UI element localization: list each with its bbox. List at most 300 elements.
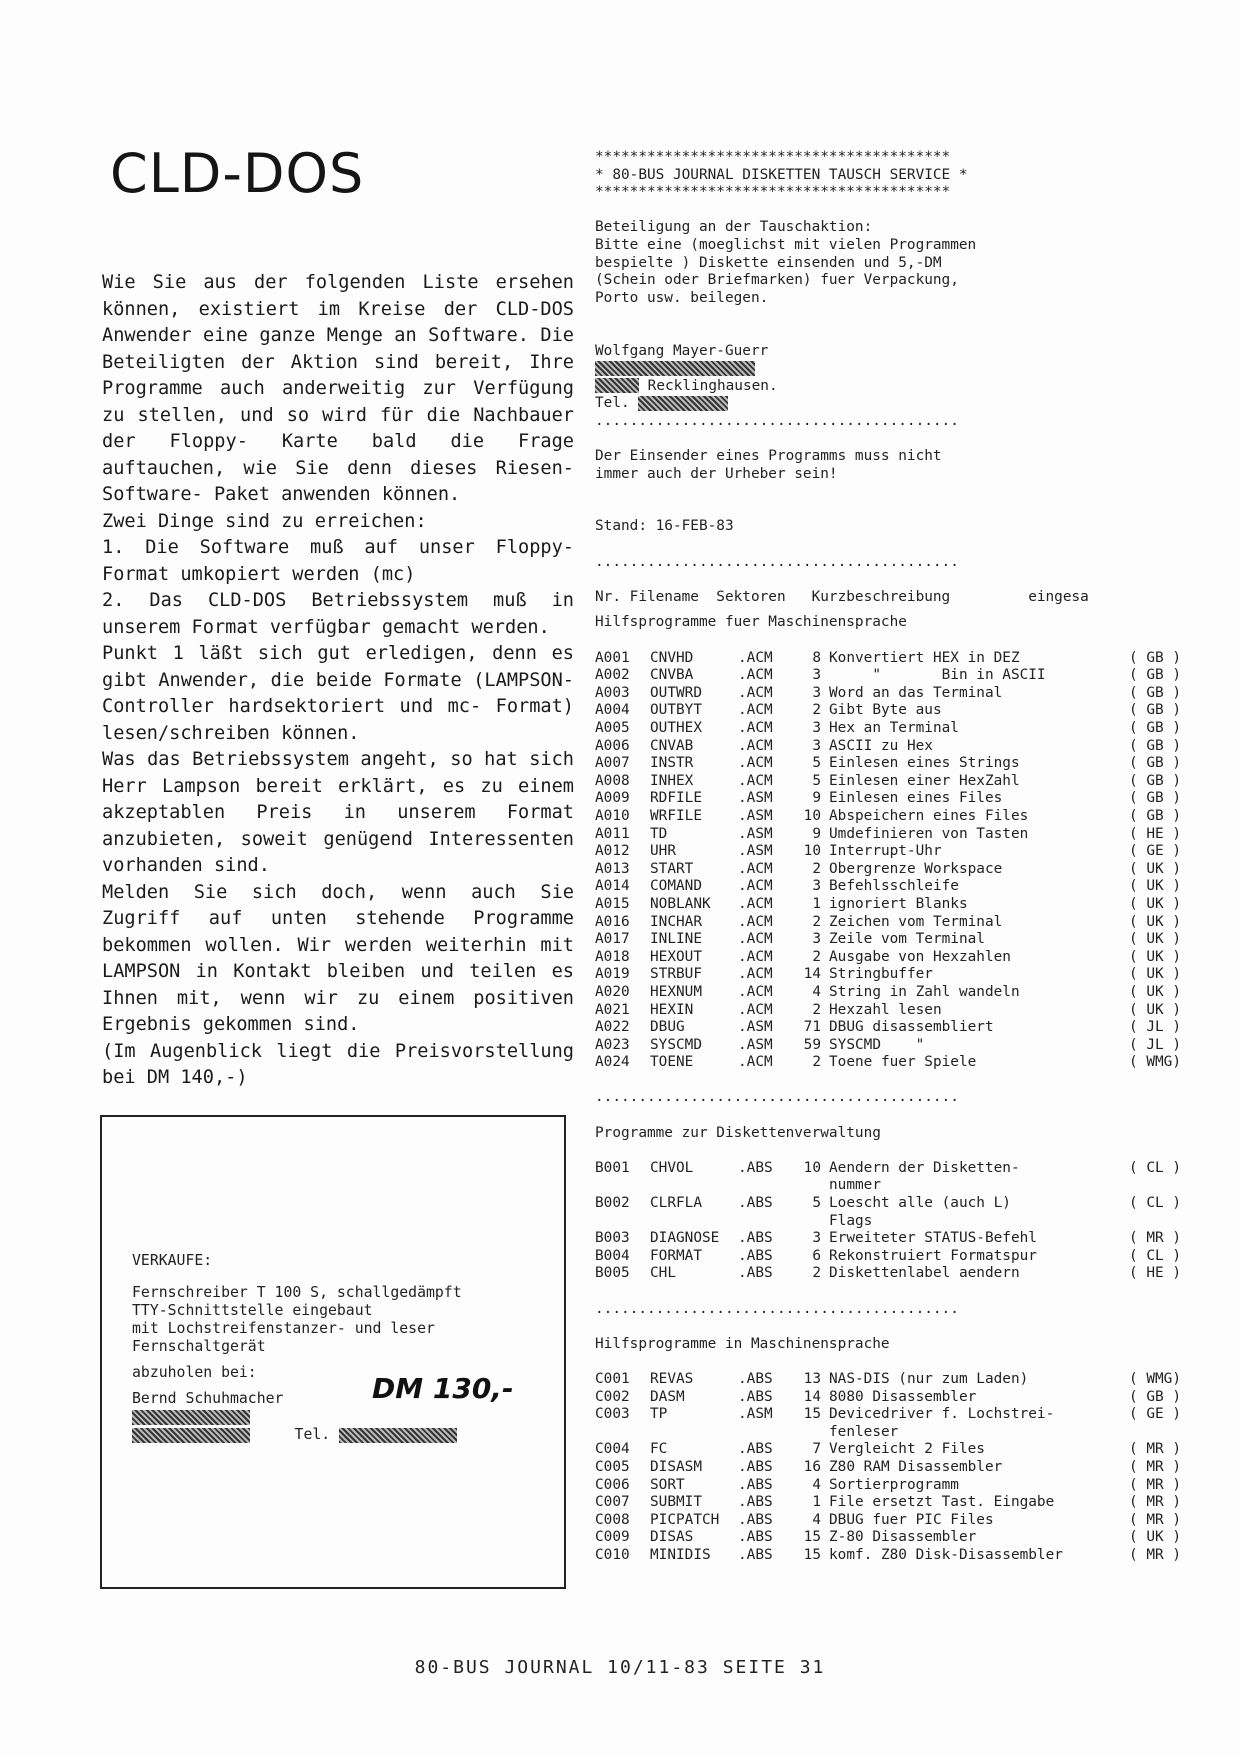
program-id: A016: [595, 913, 630, 930]
table-row: [595, 896, 1199, 914]
contact-name: Wolfgang Mayer-Guerr: [595, 342, 769, 359]
program-id: A005: [595, 720, 630, 736]
program-filename: TD: [650, 825, 668, 842]
table-row: [595, 826, 1199, 844]
table-row: [595, 808, 1199, 826]
program-contributor: ( GE ): [1129, 1406, 1181, 1423]
service-intro-line: Porto usw. beilegen.: [595, 289, 769, 306]
table-row: [595, 1441, 1199, 1459]
program-extension: .ABS: [738, 1195, 773, 1212]
program-description: Devicedriver f. Lochstrei- fenleser: [829, 1406, 1055, 1440]
program-id: A013: [595, 860, 630, 877]
table-row: [595, 1512, 1199, 1530]
program-id: C004: [595, 1441, 630, 1458]
program-id: A018: [595, 948, 630, 965]
program-extension: .ABS: [738, 1247, 773, 1264]
program-id: B001: [595, 1159, 630, 1176]
program-sectors: 4: [812, 1511, 821, 1528]
program-sectors: 2: [812, 913, 821, 930]
disk-exchange-column: [595, 149, 1205, 1565]
program-sectors: 3: [812, 720, 821, 736]
program-extension: .ASM: [738, 790, 773, 807]
program-contributor: ( MR ): [1129, 1230, 1181, 1247]
program-extension: .ACM: [738, 860, 773, 877]
table-row: [595, 1037, 1199, 1055]
program-description: Zeile vom Terminal: [829, 931, 985, 948]
program-description: Erweiteter STATUS-Befehl: [829, 1230, 1037, 1247]
ad-line: Fernschaltgerät: [132, 1338, 266, 1355]
program-description: Interrupt-Uhr: [829, 843, 942, 860]
program-contributor: ( CL ): [1129, 1195, 1181, 1212]
program-sectors: 13: [803, 1370, 821, 1387]
program-filename: OUTBYT: [650, 702, 702, 719]
program-id: C001: [595, 1370, 630, 1387]
ad-pickup: abzuholen bei:: [132, 1364, 257, 1381]
service-intro-line: (Schein oder Briefmarken) fuer Verpackung,: [595, 272, 959, 289]
program-id: A019: [595, 966, 630, 983]
intro-paragraph: Melden Sie sich doch, wenn auch Sie Zugriff auf unten stehende Programme bekommen wollen. Wir werden weiterhin mit LAMPSON in Kontakt bleiben und teilen es Ihnen mit, wenn wir zu einem positiven Ergebnis gekommen sind.: [102, 881, 574, 1035]
program-contributor: ( GB ): [1129, 807, 1181, 824]
contact-city-line: [595, 378, 1205, 396]
program-id: C002: [595, 1388, 630, 1405]
table-row: [595, 1371, 1199, 1389]
dotted-separator: ..........................................: [595, 1300, 959, 1317]
program-extension: .ACM: [738, 737, 773, 754]
program-filename: CLRFLA: [650, 1195, 702, 1212]
classified-ad-box: [100, 1115, 566, 1589]
program-description: Rekonstruiert Formatspur: [829, 1247, 1037, 1264]
program-contributor: ( WMG): [1129, 1054, 1181, 1071]
program-filename: CNVAB: [650, 737, 694, 754]
page-title: CLD-DOS: [110, 142, 365, 205]
program-sectors: 2: [812, 1001, 821, 1018]
ad-heading: VERKAUFE:: [132, 1252, 213, 1269]
service-intro-line: Beteiligung an der Tauschaktion:: [595, 219, 873, 236]
intro-text: [102, 270, 574, 1092]
table-row: [595, 773, 1199, 791]
program-sectors: 71: [803, 1019, 821, 1036]
table-row: [595, 931, 1199, 949]
program-extension: .ABS: [738, 1546, 773, 1563]
contact-city: Recklinghausen.: [647, 377, 778, 394]
program-sectors: 1: [812, 895, 821, 912]
table-row: [595, 914, 1199, 932]
program-id: A008: [595, 772, 630, 789]
service-intro-line: bespielte ) Diskette einsenden und 5,-DM: [595, 254, 942, 271]
program-filename: CNVHD: [650, 649, 694, 666]
program-filename: CHL: [650, 1265, 676, 1282]
program-filename: INLINE: [650, 931, 702, 948]
program-contributor: ( UK ): [1129, 1529, 1181, 1546]
program-extension: .ACM: [738, 720, 773, 736]
table-row: [595, 843, 1199, 861]
table-row: [595, 861, 1199, 879]
redaction-bar: [638, 396, 728, 411]
program-description: Einlesen eines Strings: [829, 755, 1020, 772]
program-contributor: ( UK ): [1129, 913, 1181, 930]
program-description: Hex an Terminal: [829, 720, 959, 736]
program-extension: .ABS: [738, 1511, 773, 1528]
program-description: komf. Z80 Disk-Disassembler: [829, 1546, 1063, 1563]
program-id: A003: [595, 684, 630, 701]
program-description: Hexzahl lesen: [829, 1001, 942, 1018]
program-id: A021: [595, 1001, 630, 1018]
note-line: immer auch der Urheber sein!: [595, 465, 838, 482]
program-extension: .ACM: [738, 966, 773, 983]
program-extension: .ASM: [738, 807, 773, 824]
contact-tel-label: Tel.: [595, 395, 630, 412]
program-contributor: ( CL ): [1129, 1159, 1181, 1176]
table-row: [595, 1494, 1199, 1512]
program-contributor: ( JL ): [1129, 1019, 1181, 1036]
program-id: C005: [595, 1458, 630, 1475]
program-filename: FORMAT: [650, 1247, 702, 1264]
program-contributor: ( GB ): [1129, 720, 1181, 736]
program-description: Vergleicht 2 Files: [829, 1441, 985, 1458]
program-description: Z80 RAM Disassembler: [829, 1458, 1003, 1475]
page-footer: 80-BUS JOURNAL 10/11-83 SEITE 31: [414, 1657, 826, 1678]
program-sectors: 16: [803, 1458, 821, 1475]
program-filename: TP: [650, 1406, 668, 1423]
table-row: [595, 1002, 1199, 1020]
program-sectors: 5: [812, 755, 821, 772]
program-id: C009: [595, 1529, 630, 1546]
program-sectors: 3: [812, 1230, 821, 1247]
program-filename: INCHAR: [650, 913, 702, 930]
program-contributor: ( MR ): [1129, 1476, 1181, 1493]
table-row: [595, 1459, 1199, 1477]
program-contributor: ( UK ): [1129, 860, 1181, 877]
table-row: [595, 702, 1199, 720]
program-sectors: 3: [812, 684, 821, 701]
program-id: B004: [595, 1247, 630, 1264]
table-row: [595, 685, 1199, 703]
section-title: Programme zur Diskettenverwaltung: [595, 1124, 881, 1141]
program-id: A024: [595, 1054, 630, 1071]
program-filename: OUTWRD: [650, 684, 702, 701]
program-description: Ausgabe von Hexzahlen: [829, 948, 1011, 965]
ad-price: DM 130,-: [372, 1372, 514, 1405]
program-filename: DBUG: [650, 1019, 685, 1036]
table-row: [595, 1054, 1199, 1072]
contact-tel-line: [595, 395, 1205, 413]
program-filename: SYSCMD: [650, 1036, 702, 1053]
program-extension: .ACM: [738, 684, 773, 701]
program-contributor: ( GB ): [1129, 772, 1181, 789]
program-contributor: ( HE ): [1129, 825, 1181, 842]
program-filename: START: [650, 860, 694, 877]
program-extension: .ABS: [738, 1388, 773, 1405]
program-filename: CHVOL: [650, 1159, 694, 1176]
service-header: * 80-BUS JOURNAL DISKETTEN TAUSCH SERVICE *: [595, 166, 968, 183]
intro-paragraph: 2. Das CLD-DOS Betriebssystem muß in unserem Format verfügbar gemacht werden.: [102, 590, 574, 638]
program-sectors: 3: [812, 878, 821, 895]
program-filename: INHEX: [650, 772, 694, 789]
ad-line: TTY-Schnittstelle eingebaut: [132, 1302, 373, 1319]
program-id: B005: [595, 1265, 630, 1282]
note-line: Der Einsender eines Programms muss nicht: [595, 448, 942, 465]
program-description: Diskettenlabel aendern: [829, 1265, 1020, 1282]
program-extension: .ACM: [738, 1054, 773, 1071]
program-description: Toene fuer Spiele: [829, 1054, 977, 1071]
program-filename: COMAND: [650, 878, 702, 895]
program-extension: .ABS: [738, 1230, 773, 1247]
program-extension: .ACM: [738, 755, 773, 772]
program-extension: .ASM: [738, 1036, 773, 1053]
program-id: A010: [595, 807, 630, 824]
program-description: Abspeichern eines Files: [829, 807, 1029, 824]
table-row: [595, 966, 1199, 984]
program-filename: TOENE: [650, 1054, 694, 1071]
program-contributor: ( MR ): [1129, 1546, 1181, 1563]
program-contributor: ( UK ): [1129, 983, 1181, 1000]
ad-tel-label: Tel.: [294, 1426, 331, 1443]
program-sectors: 6: [812, 1247, 821, 1264]
program-extension: .ACM: [738, 667, 773, 684]
program-filename: SUBMIT: [650, 1494, 702, 1511]
program-id: A004: [595, 702, 630, 719]
program-sectors: 15: [803, 1406, 821, 1423]
program-description: Einlesen eines Files: [829, 790, 1003, 807]
program-description: Stringbuffer: [829, 966, 933, 983]
program-id: A007: [595, 755, 630, 772]
program-contributor: ( WMG): [1129, 1370, 1181, 1387]
table-row: [595, 650, 1199, 668]
program-id: C010: [595, 1546, 630, 1563]
program-sectors: 4: [812, 983, 821, 1000]
program-sectors: 4: [812, 1476, 821, 1493]
program-sectors: 14: [803, 966, 821, 983]
program-extension: .ASM: [738, 843, 773, 860]
program-description: 8080 Disassembler: [829, 1388, 977, 1405]
intro-paragraph: Punkt 1 läßt sich gut erledigen, denn es gibt Anwender, die beide Formate (LAMPSON-Controller hardsektoriert und mc- Format) lesen/schreiben können.: [102, 643, 574, 744]
program-id: A023: [595, 1036, 630, 1053]
program-table: [595, 650, 1199, 1072]
program-id: B003: [595, 1230, 630, 1247]
program-filename: DIAGNOSE: [650, 1230, 720, 1247]
table-row: [595, 755, 1199, 773]
table-row: [595, 1389, 1199, 1407]
program-extension: .ASM: [738, 1019, 773, 1036]
program-extension: .ABS: [738, 1494, 773, 1511]
program-contributor: ( GE ): [1129, 843, 1181, 860]
program-extension: .ACM: [738, 772, 773, 789]
program-filename: HEXNUM: [650, 983, 702, 1000]
program-description: Loescht alle (auch L) Flags: [829, 1195, 1011, 1229]
program-filename: DISAS: [650, 1529, 694, 1546]
stars-line: *****************************************: [595, 184, 951, 201]
program-contributor: ( UK ): [1129, 931, 1181, 948]
ad-redacted-address: [132, 1408, 552, 1426]
table-row: [595, 667, 1199, 685]
program-description: NAS-DIS (nur zum Laden): [829, 1370, 1029, 1387]
program-sectors: 10: [803, 843, 821, 860]
program-contributor: ( UK ): [1129, 1001, 1181, 1018]
dotted-separator: ..........................................: [595, 412, 959, 429]
program-description: DBUG fuer PIC Files: [829, 1511, 994, 1528]
table-row: [595, 1248, 1199, 1266]
program-sectors: 2: [812, 1054, 821, 1071]
program-filename: UHR: [650, 843, 676, 860]
program-contributor: ( GB ): [1129, 790, 1181, 807]
program-sectors: 9: [812, 825, 821, 842]
program-id: A001: [595, 649, 630, 666]
dotted-separator: ..........................................: [595, 553, 959, 570]
program-extension: .ABS: [738, 1265, 773, 1282]
program-filename: RDFILE: [650, 790, 702, 807]
program-description: Word an das Terminal: [829, 684, 1003, 701]
program-extension: .ASM: [738, 825, 773, 842]
program-sectors: 15: [803, 1529, 821, 1546]
program-sectors: 5: [812, 1195, 821, 1212]
program-contributor: ( UK ): [1129, 895, 1181, 912]
program-filename: NOBLANK: [650, 895, 711, 912]
program-contributor: ( GB ): [1129, 755, 1181, 772]
ad-line: mit Lochstreifenstanzer- und leser: [132, 1320, 435, 1337]
program-id: A014: [595, 878, 630, 895]
program-extension: .ACM: [738, 649, 773, 666]
program-filename: HEXIN: [650, 1001, 694, 1018]
section-title: Hilfsprogramme in Maschinensprache: [595, 1335, 890, 1352]
program-description: File ersetzt Tast. Eingabe: [829, 1494, 1055, 1511]
table-row: [595, 1230, 1199, 1248]
program-contributor: ( CL ): [1129, 1247, 1181, 1264]
program-sectors: 1: [812, 1494, 821, 1511]
program-filename: PICPATCH: [650, 1511, 720, 1528]
program-description: String in Zahl wandeln: [829, 983, 1020, 1000]
intro-paragraph: 1. Die Software muß auf unser Floppy- Format umkopiert werden (mc): [102, 537, 574, 585]
program-sectors: 7: [812, 1441, 821, 1458]
table-row: [595, 1547, 1199, 1565]
program-filename: OUTHEX: [650, 720, 702, 736]
table-row: [595, 878, 1199, 896]
program-extension: .ABS: [738, 1458, 773, 1475]
ad-name: Bernd Schuhmacher: [132, 1390, 284, 1407]
program-contributor: ( MR ): [1129, 1441, 1181, 1458]
stars-line: *****************************************: [595, 149, 951, 165]
program-table: [595, 1371, 1199, 1565]
program-sectors: 2: [812, 702, 821, 719]
intro-paragraph: (Im Augenblick liegt die Preisvorstellung bei DM 140,-): [102, 1040, 574, 1088]
program-sectors: 5: [812, 772, 821, 789]
program-filename: DASM: [650, 1388, 685, 1405]
program-description: SYSCMD ": [829, 1036, 925, 1053]
table-row: [595, 1265, 1199, 1283]
program-sectors: 59: [803, 1036, 821, 1053]
program-filename: SORT: [650, 1476, 685, 1493]
table-row: [595, 949, 1199, 967]
classified-ad: [132, 1252, 552, 1444]
table-row: [595, 1160, 1199, 1195]
program-filename: CNVBA: [650, 667, 694, 684]
program-contributor: ( GB ): [1129, 684, 1181, 701]
program-contributor: ( JL ): [1129, 1036, 1181, 1053]
program-extension: .ABS: [738, 1529, 773, 1546]
program-description: Z-80 Disassembler: [829, 1529, 977, 1546]
program-extension: .ABS: [738, 1159, 773, 1176]
program-description: DBUG disassembliert: [829, 1019, 994, 1036]
program-description: Zeichen vom Terminal: [829, 913, 1003, 930]
program-extension: .ACM: [738, 983, 773, 1000]
intro-paragraph: Was das Betriebssystem angeht, so hat sich Herr Lampson bereit erklärt, es zu einem akzeptablen Preis in unserem Format anzubieten, soweit genügend Interessenten vorhanden sind.: [102, 749, 574, 876]
program-extension: .ACM: [738, 913, 773, 930]
table-row: [595, 720, 1199, 738]
program-sectors: 3: [812, 667, 821, 684]
dotted-separator: ..........................................: [595, 1089, 959, 1106]
program-sectors: 14: [803, 1388, 821, 1405]
program-extension: .ABS: [738, 1441, 773, 1458]
program-description: Gibt Byte aus: [829, 702, 942, 719]
program-filename: FC: [650, 1441, 668, 1458]
program-contributor: ( MR ): [1129, 1511, 1181, 1528]
program-sectors: 8: [812, 649, 821, 666]
column-headers: Nr. Filename Sektoren Kurzbeschreibung eingesa: [595, 588, 1089, 605]
program-description: Aendern der Disketten- nummer: [829, 1159, 1020, 1194]
program-sectors: 10: [803, 1159, 821, 1176]
program-sectors: 15: [803, 1546, 821, 1563]
program-id: C008: [595, 1511, 630, 1528]
table-row: [595, 738, 1199, 756]
ad-address-line: [132, 1426, 552, 1444]
program-contributor: ( GB ): [1129, 1388, 1181, 1405]
redaction-bar: [339, 1428, 457, 1443]
program-sectors: 10: [803, 807, 821, 824]
program-sectors: 9: [812, 790, 821, 807]
program-extension: .ACM: [738, 948, 773, 965]
ad-line: Fernschreiber T 100 S, schallgedämpft: [132, 1284, 462, 1301]
program-description: " Bin in ASCII: [829, 667, 1046, 684]
program-sectors: 3: [812, 737, 821, 754]
program-sectors: 2: [812, 948, 821, 965]
table-row: [595, 790, 1199, 808]
stand-date: Stand: 16-FEB-83: [595, 518, 734, 535]
table-row: [595, 1406, 1199, 1441]
program-id: A002: [595, 667, 630, 684]
redaction-bar: [595, 378, 639, 393]
program-contributor: ( GB ): [1129, 737, 1181, 754]
program-filename: HEXOUT: [650, 948, 702, 965]
program-table: [595, 1160, 1199, 1283]
program-id: C003: [595, 1406, 630, 1423]
program-filename: MINIDIS: [650, 1546, 711, 1563]
table-row: [595, 1195, 1199, 1230]
service-intro-line: Bitte eine (moeglichst mit vielen Programmen: [595, 236, 977, 253]
program-contributor: ( MR ): [1129, 1494, 1181, 1511]
program-filename: INSTR: [650, 755, 694, 772]
program-extension: .ABS: [738, 1370, 773, 1387]
program-contributor: ( MR ): [1129, 1458, 1181, 1475]
program-extension: .ABS: [738, 1476, 773, 1493]
program-sectors: 2: [812, 1265, 821, 1282]
program-description: Umdefinieren von Tasten: [829, 825, 1029, 842]
program-extension: .ACM: [738, 1001, 773, 1018]
table-row: [595, 1019, 1199, 1037]
program-extension: .ACM: [738, 702, 773, 719]
program-contributor: ( UK ): [1129, 966, 1181, 983]
program-sectors: 3: [812, 931, 821, 948]
program-description: ASCII zu Hex: [829, 737, 933, 754]
redaction-bar: [132, 1428, 250, 1443]
table-row: [595, 1477, 1199, 1495]
redaction-bar: [595, 361, 755, 376]
program-description: Obergrenze Workspace: [829, 860, 1003, 877]
program-contributor: ( UK ): [1129, 948, 1181, 965]
program-id: A011: [595, 825, 630, 842]
program-description: Konvertiert HEX in DEZ: [829, 649, 1020, 666]
program-filename: STRBUF: [650, 966, 702, 983]
program-filename: WRFILE: [650, 807, 702, 824]
program-id: A006: [595, 737, 630, 754]
